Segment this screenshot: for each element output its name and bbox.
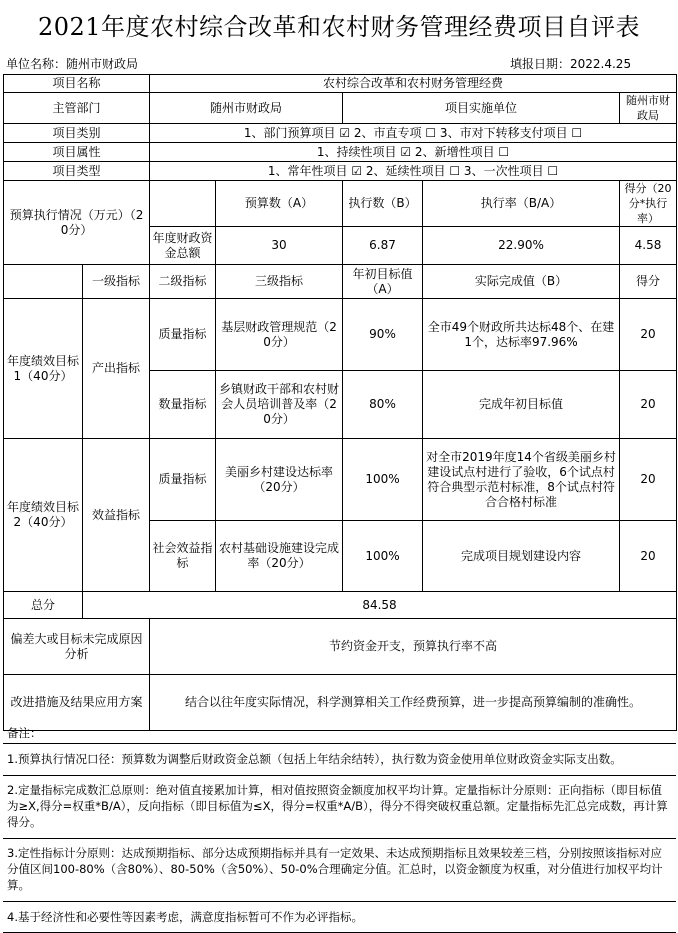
budget-a-value: 30 — [216, 227, 343, 265]
project-name-label: 项目名称 — [4, 75, 150, 93]
table-row — [4, 619, 677, 675]
table-row — [4, 299, 677, 371]
budget-row-label: 年度财政资金总额 — [150, 227, 216, 265]
item-level3: 美丽乡村建设达标率（20分） — [216, 439, 343, 521]
item-level2: 数量指标 — [150, 371, 216, 439]
item-level3: 农村基础设施建设完成率（20分） — [216, 521, 343, 592]
table-row — [4, 143, 677, 162]
budget-score-value: 4.58 — [620, 227, 677, 265]
attribute-label: 项目属性 — [4, 143, 150, 162]
budget-col-rate: 执行率（B/A） — [423, 181, 620, 227]
evaluation-table — [3, 74, 677, 731]
budget-col-a: 预算数（A） — [216, 181, 343, 227]
budget-col-b: 执行数（B） — [343, 181, 423, 227]
dept-value: 随州市财政局 — [150, 93, 343, 124]
item-initial: 100% — [343, 439, 423, 521]
impl-label: 项目实施单位 — [343, 93, 620, 124]
improve-value: 结合以往年度实际情况，科学测算相关工作经费预算，进一步提高预算编制的准确性。 — [150, 675, 677, 731]
table-row — [4, 592, 677, 619]
budget-rate-value: 22.90% — [423, 227, 620, 265]
table-row — [4, 162, 677, 181]
item-actual: 完成年初目标值 — [423, 371, 620, 439]
item-level3: 基层财政管理规范（20分） — [216, 299, 343, 371]
budget-label: 预算执行情况（万元）（20分） — [4, 181, 150, 265]
note-item: 2.定量指标完成数汇总原则：绝对值直接累加计算，相对值按照资金额度加权平均计算。定量指标计分原则：正向指标（即目标值为≥X,得分=权重*B/A），反向指标（即目标值为≤X，得分=权重*A/B），得分不得突破权重总额。定量指标先汇总完成数，再计算得分。 — [3, 776, 676, 839]
budget-b-value: 6.87 — [343, 227, 423, 265]
item-score: 20 — [620, 521, 677, 592]
budget-col-score: 得分（20分*执行率） — [620, 181, 677, 227]
total-value: 84.58 — [83, 592, 677, 619]
table-row — [4, 265, 677, 299]
item-score: 20 — [620, 371, 677, 439]
item-actual: 完成项目规划建设内容 — [423, 521, 620, 592]
deviation-value: 节约资金开支，预算执行率不高 — [150, 619, 677, 675]
attribute-value: 1、持续性项目 ☑ 2、新增性项目 ☐ — [150, 143, 677, 162]
item-level2: 质量指标 — [150, 299, 216, 371]
item-actual: 全市49个财政所共达标48个、在建1个，达标率97.96% — [423, 299, 620, 371]
fill-date: 填报日期：2022.4.25 — [510, 57, 632, 71]
budget-empty-cell — [150, 181, 216, 227]
dept-label: 主管部门 — [4, 93, 150, 124]
total-label: 总分 — [4, 592, 83, 619]
item-level2: 质量指标 — [150, 439, 216, 521]
item-initial: 90% — [343, 299, 423, 371]
item-level3: 乡镇财政干部和农村财会人员培训普及率（20分） — [216, 371, 343, 439]
item-score: 20 — [620, 299, 677, 371]
type-value: 1、常年性项目 ☑ 2、延续性项目 ☐ 3、一次性项目 ☐ — [150, 162, 677, 181]
impl-value: 随州市财政局 — [620, 93, 677, 124]
item-score: 20 — [620, 439, 677, 521]
category-value: 1、部门预算项目 ☑ 2、市直专项 ☐ 3、市对下转移支付项目 ☐ — [150, 124, 677, 143]
notes-section — [3, 723, 676, 933]
item-initial: 100% — [343, 521, 423, 592]
deviation-label: 偏差大或目标未完成原因分析 — [4, 619, 150, 675]
project-name-value: 农村综合改革和农村财务管理经费 — [150, 75, 677, 93]
benefit-indicator-label: 效益指标 — [83, 439, 150, 592]
header-empty-cell — [4, 265, 83, 299]
table-row — [4, 181, 677, 227]
output-indicator-label: 产出指标 — [83, 299, 150, 439]
table-row — [4, 93, 677, 124]
header-score: 得分 — [620, 265, 677, 299]
note-item: 1.预算执行情况口径：预算数为调整后财政资金总额（包括上年结余结转），执行数为资金使用单位财政资金实际支出数。 — [3, 744, 676, 776]
header-initial: 年初目标值（A） — [343, 265, 423, 299]
table-row — [4, 124, 677, 143]
note-item: 4.基于经济性和必要性等因素考虑，满意度指标暂可不作为必评指标。 — [3, 902, 676, 933]
item-level2: 社会效益指标 — [150, 521, 216, 592]
header-level3: 三级指标 — [216, 265, 343, 299]
header-level1: 一级指标 — [83, 265, 150, 299]
goal1-label: 年度绩效目标1（40分） — [4, 299, 83, 439]
type-label: 项目类型 — [4, 162, 150, 181]
unit-name: 单位名称：随州市财政局 — [6, 57, 139, 71]
improve-label: 改进措施及结果应用方案 — [4, 675, 150, 731]
table-row — [4, 439, 677, 521]
item-actual: 对全市2019年度14个省级美丽乡村建设试点村进行了验收，6个试点村符合典型示范村标准，8个试点村符合合格村标准 — [423, 439, 620, 521]
header-level2: 二级指标 — [150, 265, 216, 299]
note-item: 3.定性指标计分原则：达成预期指标、部分达成预期指标并具有一定效果、未达成预期指标且效果较差三档，分别按照该指标对应分值区间100-80%（含80%）、80-50%（含50%）、50-0%合理确定分值。汇总时，以资金额度为权重，对分值进行加权平均计算。 — [3, 839, 676, 902]
notes-heading: 备注： — [3, 723, 676, 744]
header-actual: 实际完成值（B） — [423, 265, 620, 299]
page-title: 2021年度农村综合改革和农村财务管理经费项目自评表 — [37, 12, 641, 41]
category-label: 项目类别 — [4, 124, 150, 143]
table-row — [4, 75, 677, 93]
goal2-label: 年度绩效目标2（40分） — [4, 439, 83, 592]
item-initial: 80% — [343, 371, 423, 439]
